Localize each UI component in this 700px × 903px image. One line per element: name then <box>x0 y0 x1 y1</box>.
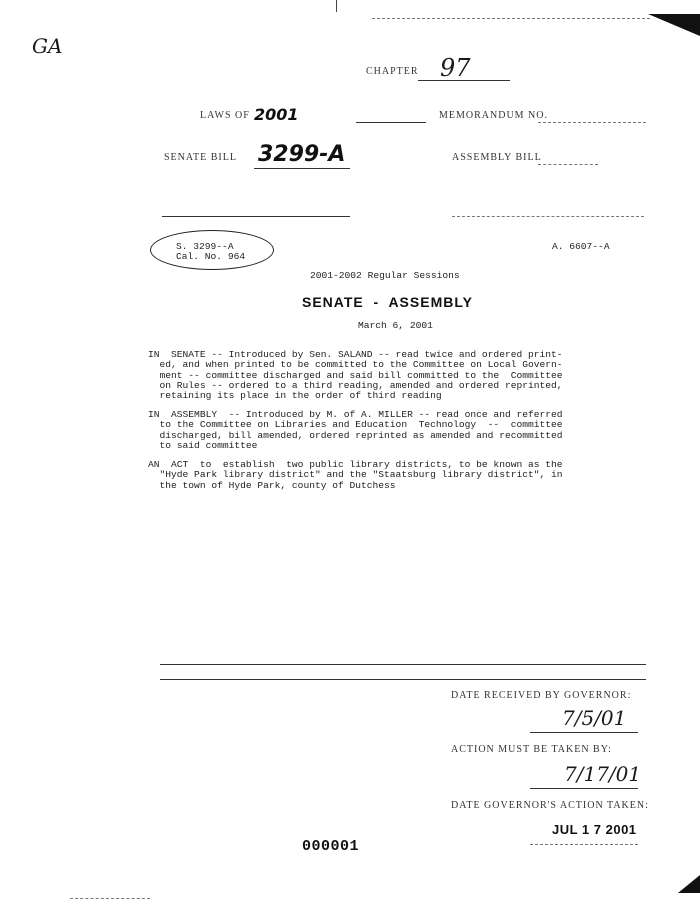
corner-fold-top-right <box>648 14 700 36</box>
page-serial-number: 000001 <box>302 838 360 855</box>
memorandum-label: MEMORANDUM NO. <box>439 110 549 121</box>
top-tick-mark <box>336 0 337 12</box>
assembly-line: IN ASSEMBLY -- Introduced by M. of A. MILLER -- read once and referred <box>148 409 563 420</box>
act-line: AN ACT to establish two public library districts, to be known as the <box>148 459 563 470</box>
senate-line: retaining its place in the order of third reading <box>148 390 442 402</box>
assembly-line: discharged, bill amended, ordered reprinted as amended and recommitted <box>148 429 563 441</box>
chapter-underline <box>418 80 510 81</box>
senate-line: ed, and when printed to be committed to the Committee on Local Govern- <box>148 359 563 371</box>
act-line: the town of Hyde Park, county of Dutchess <box>148 479 396 491</box>
date-received-value: 7/5/01 <box>562 706 627 730</box>
assembly-bill-number-typed: A. 6607--A <box>552 241 610 252</box>
action-deadline-value: 7/17/01 <box>564 762 642 786</box>
laws-underline <box>356 122 426 123</box>
chapter-number: 97 <box>440 54 471 82</box>
assembly-paragraph <box>148 410 563 451</box>
right-separator-rule <box>452 216 644 217</box>
action-taken-label: DATE GOVERNOR'S ACTION TAKEN: <box>451 800 649 811</box>
assembly-bill-underline <box>538 164 598 165</box>
bottom-left-smudge <box>70 898 150 899</box>
senate-bill-number-typed: S. 3299--A <box>176 241 234 252</box>
senate-paragraph <box>148 350 563 401</box>
assembly-line: to the Committee on Libraries and Education Technology -- committee <box>148 419 563 431</box>
date-received-label: DATE RECEIVED BY GOVERNOR: <box>451 690 632 701</box>
laws-year: 2001 <box>254 105 299 124</box>
senate-bill-underline <box>254 168 350 169</box>
document-date: March 6, 2001 <box>358 320 433 331</box>
top-dashed-rule <box>372 18 650 19</box>
action-taken-underline <box>530 844 638 845</box>
senate-line: ment -- committee discharged and said bill committed to the Committee <box>148 369 563 381</box>
document-title: SENATE - ASSEMBLY <box>302 294 473 310</box>
lower-rule-1 <box>160 664 646 665</box>
calendar-number: Cal. No. 964 <box>176 251 246 262</box>
laws-label: LAWS OF <box>200 110 250 121</box>
corner-handwritten-mark: GA <box>32 34 63 58</box>
memorandum-underline <box>538 122 646 123</box>
action-taken-stamp: JUL 1 7 2001 <box>552 822 637 837</box>
act-line: "Hyde Park library district" and the "Staatsburg library district", in <box>148 469 563 481</box>
act-paragraph <box>148 460 563 491</box>
senate-bill-label: SENATE BILL <box>164 152 237 163</box>
assembly-line: to said committee <box>148 439 258 451</box>
left-separator-rule <box>162 216 350 217</box>
assembly-bill-label: ASSEMBLY BILL <box>452 152 542 163</box>
corner-fold-bottom-right <box>678 875 700 893</box>
senate-line: IN SENATE -- Introduced by Sen. SALAND -- read twice and ordered print- <box>148 349 563 360</box>
session-line: 2001-2002 Regular Sessions <box>310 270 460 281</box>
chapter-label: CHAPTER <box>366 66 419 77</box>
action-deadline-underline <box>530 788 638 789</box>
lower-rule-2 <box>160 679 646 680</box>
action-deadline-label: ACTION MUST BE TAKEN BY: <box>451 744 612 755</box>
senate-line: on Rules -- ordered to a third reading, amended and ordered reprinted, <box>148 379 563 391</box>
date-received-underline <box>530 732 638 733</box>
senate-bill-number: 3299-A <box>258 142 346 167</box>
